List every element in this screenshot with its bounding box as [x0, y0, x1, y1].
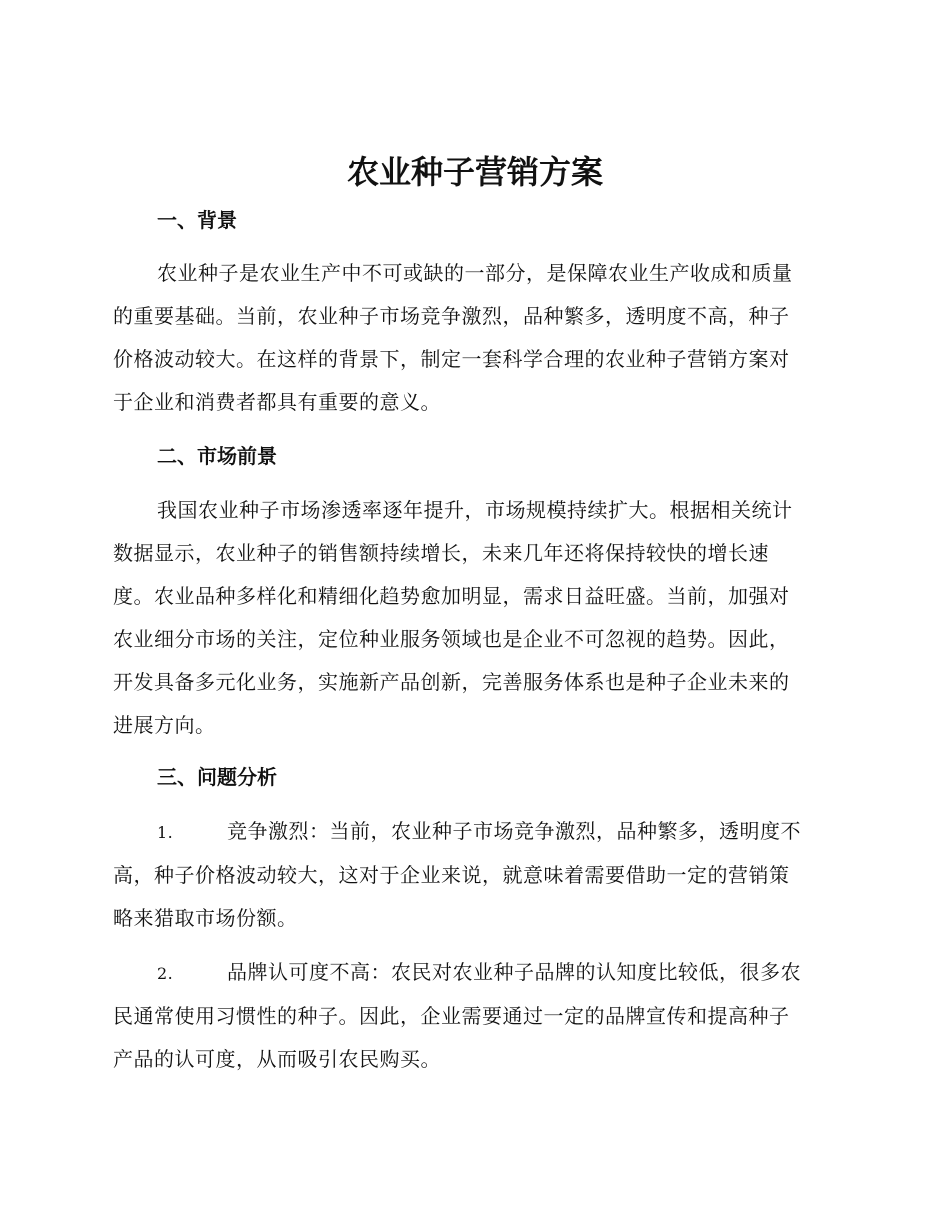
section-heading-background: 一、背景	[157, 208, 237, 232]
list-item-number: 2.	[157, 964, 174, 983]
paragraph-line: 农业细分市场的关注，定位种业服务领域也是企业不可忽视的趋势。因此，	[113, 627, 790, 651]
list-item-number: 1.	[157, 823, 174, 842]
list-item-line: 高，种子价格波动较大，这对于企业来说，就意味着需要借助一定的营销策	[113, 863, 790, 887]
list-item-line: 产品的认可度，从而吸引农民购买。	[113, 1047, 441, 1071]
paragraph-line: 的重要基础。当前，农业种子市场竞争激烈，品种繁多，透明度不高，种子	[113, 304, 790, 328]
paragraph-line: 我国农业种子市场渗透率逐年提升，市场规模持续扩大。根据相关统计	[157, 498, 793, 522]
paragraph-line: 度。农业品种多样化和精细化趋势愈加明显，需求日益旺盛。当前，加强对	[113, 584, 790, 608]
paragraph-line: 数据显示，农业种子的销售额持续增长，未来几年还将保持较快的增长速	[113, 541, 769, 565]
document-title: 农业种子营销方案	[346, 153, 603, 191]
section-heading-market: 二、市场前景	[157, 444, 277, 468]
list-item	[113, 951, 833, 1081]
list-item-line: 民通常使用习惯性的种子。因此，企业需要通过一定的品牌宣传和提高种子	[113, 1004, 790, 1028]
list-item-line: 略来猎取市场份额。	[113, 906, 298, 930]
paragraph-line: 进展方向。	[113, 713, 216, 737]
paragraph-line: 价格波动较大。在这样的背景下，制定一套科学合理的农业种子营销方案对	[113, 347, 790, 371]
section-paragraph-background	[113, 252, 833, 424]
list-item	[113, 810, 833, 940]
section-heading-problems: 三、问题分析	[157, 765, 277, 789]
paragraph-line: 农业种子是农业生产中不可或缺的一部分，是保障农业生产收成和质量	[157, 261, 793, 285]
paragraph-line: 于企业和消费者都具有重要的意义。	[113, 390, 441, 414]
list-item-first-line	[113, 951, 833, 995]
list-item-text: 品牌认可度不高：农民对农业种子品牌的认知度比较低，很多农	[227, 960, 801, 984]
paragraph-line: 开发具备多元化业务，实施新产品创新，完善服务体系也是种子企业未来的	[113, 670, 790, 694]
section-paragraph-market	[113, 489, 833, 747]
list-item-first-line	[113, 810, 833, 854]
list-item-text: 竞争激烈：当前，农业种子市场竞争激烈，品种繁多，透明度不	[227, 819, 801, 843]
